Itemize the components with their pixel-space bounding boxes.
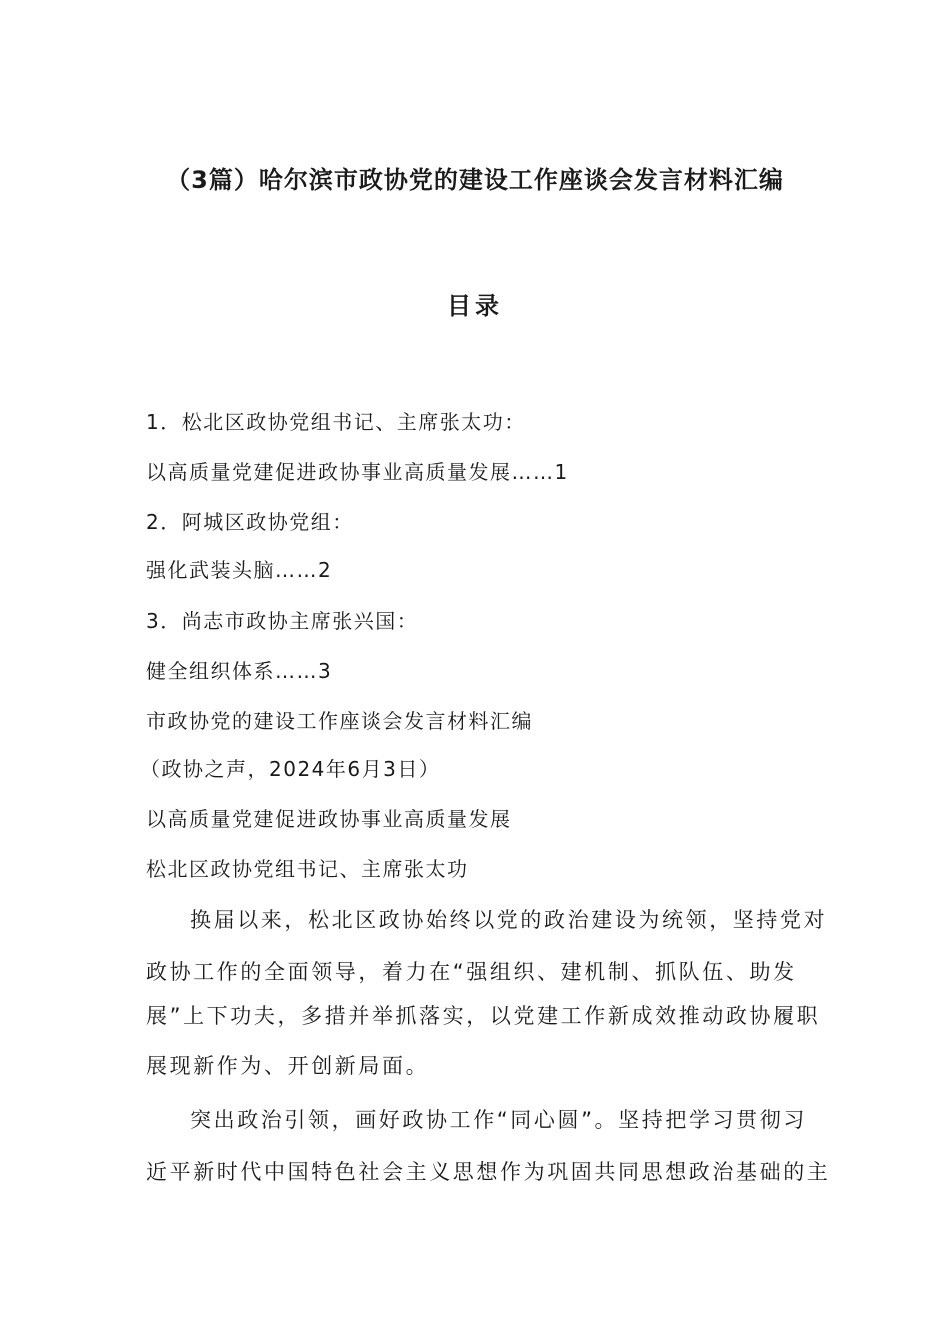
source-line: （政协之声，2024年6月3日） bbox=[140, 757, 441, 781]
paragraph-2-line: 突出政治引领，画好政协工作“同心圆”。坚持把学习贯彻习 bbox=[190, 1108, 807, 1132]
paragraph-1-line: 政协工作的全面领导，着力在“强组织、建机制、抓队伍、助发 bbox=[146, 960, 797, 984]
paragraph-1-line: 展”上下功夫，多措并举抓落实，以党建工作新成效推动政协履职 bbox=[146, 1004, 821, 1028]
article-title: 以高质量党建促进政协事业高质量发展 bbox=[146, 807, 512, 831]
paragraph-1-line: 换届以来，松北区政协始终以党的政治建设为统领，坚持党对 bbox=[190, 908, 828, 932]
paragraph-2-line: 近平新时代中国特色社会主义思想作为巩固共同思想政治基础的主 bbox=[146, 1160, 831, 1184]
toc-item-1-heading: 1．松北区政协党组书记、主席张太功： bbox=[146, 410, 526, 434]
toc-item-1-entry: 以高质量党建促进政协事业高质量发展……1 bbox=[146, 460, 569, 484]
toc-item-2-entry: 强化武装头脑……2 bbox=[146, 558, 333, 582]
toc-item-3-heading: 3．尚志市政协主席张兴国： bbox=[146, 609, 419, 633]
toc-item-2-heading: 2．阿城区政协党组： bbox=[146, 510, 354, 534]
section-title: 市政协党的建设工作座谈会发言材料汇编 bbox=[146, 709, 533, 733]
paragraph-1-line: 展现新作为、开创新局面。 bbox=[146, 1054, 430, 1078]
toc-item-3-entry: 健全组织体系……3 bbox=[146, 659, 333, 683]
article-author: 松北区政协党组书记、主席张太功 bbox=[146, 857, 469, 881]
toc-heading: 目录 bbox=[447, 292, 503, 320]
document-title: （3篇）哈尔滨市政协党的建设工作座谈会发言材料汇编 bbox=[166, 166, 784, 194]
